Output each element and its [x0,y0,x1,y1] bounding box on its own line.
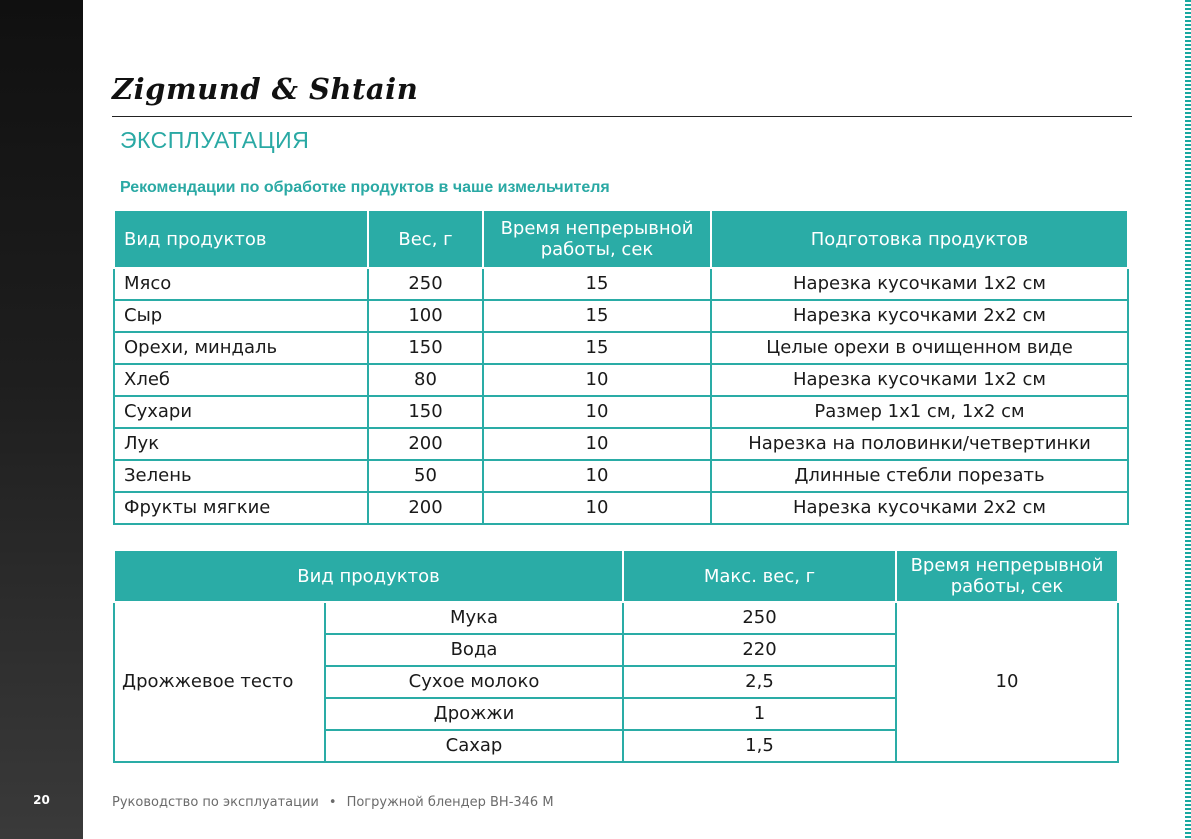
table-row [114,364,1128,396]
cell-weight: 50 [368,460,483,492]
cell-product: Зелень [114,460,368,492]
cell-product: Сыр [114,300,368,332]
cell-preparation: Целые орехи в очищенном виде [711,332,1128,364]
dough-table-header [114,550,1118,602]
dough-table [113,549,1119,763]
footer-manual-label: Руководство по эксплуатации [112,795,319,810]
cell-product: Фрукты мягкие [114,492,368,524]
cell-product: Хлеб [114,364,368,396]
header-run-time: Время непрерывной работы, сек [896,550,1118,602]
section-title: ЭКСПЛУАТАЦИЯ [120,127,310,153]
processing-table [113,209,1129,525]
cell-preparation: Нарезка кусочками 2х2 см [711,492,1128,524]
table-row [114,460,1128,492]
table-row [114,602,1118,634]
header-product-type: Вид продуктов [114,550,623,602]
footer-separator: • [328,795,337,810]
cell-time: 10 [483,428,711,460]
right-edge-stripe [1185,0,1191,839]
cell-ingredient: Сахар [325,730,623,762]
cell-weight: 150 [368,332,483,364]
table-row [114,300,1128,332]
table-row [114,332,1128,364]
cell-max-weight: 250 [623,602,896,634]
cell-preparation: Размер 1х1 см, 1х2 см [711,396,1128,428]
cell-weight: 250 [368,268,483,300]
cell-weight: 100 [368,300,483,332]
cell-weight: 200 [368,492,483,524]
cell-time: 10 [483,396,711,428]
cell-preparation: Нарезка на половинки/четвертинки [711,428,1128,460]
cell-time: 15 [483,332,711,364]
cell-time: 15 [483,268,711,300]
header-run-time: Время непрерывной работы, сек [483,210,711,268]
processing-table-header [114,210,1128,268]
cell-dough-type: Дрожжевое тесто [114,602,325,762]
cell-max-weight: 1,5 [623,730,896,762]
page-number: 20 [33,793,50,807]
cell-preparation: Нарезка кусочками 2х2 см [711,300,1128,332]
header-product-type: Вид продуктов [114,210,368,268]
table-subtitle: Рекомендации по обработке продуктов в чаше измельчителя [120,179,610,196]
cell-preparation: Нарезка кусочками 1х2 см [711,364,1128,396]
processing-table-body [114,268,1128,524]
cell-time: 10 [483,492,711,524]
brand-logo: Zigmund & Shtain [112,72,419,106]
cell-product: Орехи, миндаль [114,332,368,364]
cell-product: Сухари [114,396,368,428]
left-sidebar [0,0,83,839]
table-row [114,396,1128,428]
header-preparation: Подготовка продуктов [711,210,1128,268]
cell-time: 10 [483,460,711,492]
cell-weight: 200 [368,428,483,460]
header-max-weight: Макс. вес, г [623,550,896,602]
cell-preparation: Нарезка кусочками 1х2 см [711,268,1128,300]
cell-product: Мясо [114,268,368,300]
cell-weight: 80 [368,364,483,396]
table-row [114,428,1128,460]
footer-product-label: Погружной блендер BH-346 M [346,795,554,810]
table-row [114,268,1128,300]
cell-time: 10 [483,364,711,396]
dough-table-body [114,602,1118,762]
cell-time: 15 [483,300,711,332]
cell-ingredient: Вода [325,634,623,666]
cell-preparation: Длинные стебли порезать [711,460,1128,492]
table-row [114,492,1128,524]
footer [112,795,554,810]
header-weight: Вес, г [368,210,483,268]
cell-max-weight: 1 [623,698,896,730]
header-divider [112,116,1132,117]
cell-ingredient: Мука [325,602,623,634]
cell-product: Лук [114,428,368,460]
cell-ingredient: Дрожжи [325,698,623,730]
cell-weight: 150 [368,396,483,428]
cell-ingredient: Сухое молоко [325,666,623,698]
cell-run-time: 10 [896,602,1118,762]
cell-max-weight: 220 [623,634,896,666]
cell-max-weight: 2,5 [623,666,896,698]
